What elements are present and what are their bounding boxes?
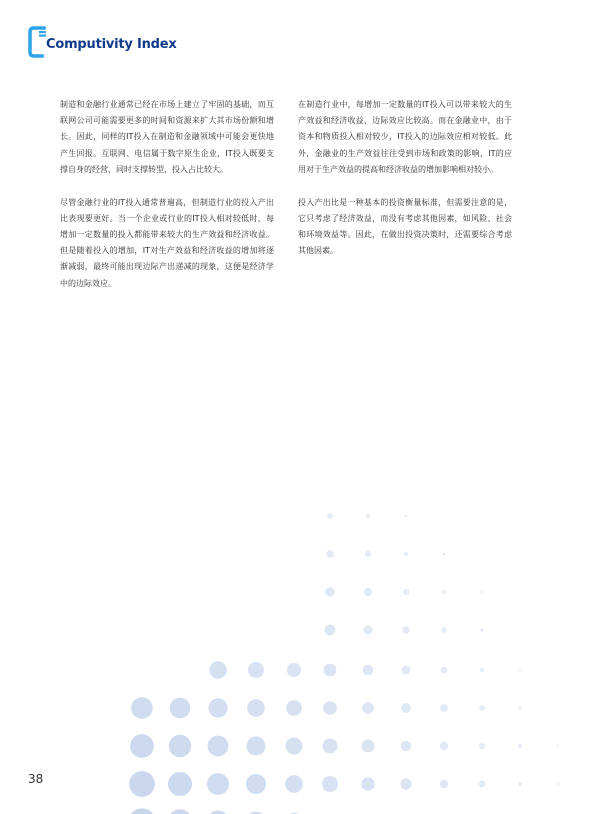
decor-dot — [129, 771, 155, 797]
decor-dot — [167, 809, 192, 814]
decor-dot — [400, 778, 411, 789]
decor-dot — [209, 661, 226, 678]
decor-dot — [440, 780, 449, 789]
decor-dot — [401, 741, 412, 752]
decor-dot — [325, 587, 334, 596]
decor-dot — [287, 663, 301, 677]
decor-dot — [403, 589, 409, 595]
logo-text: Computivity Index — [46, 37, 177, 52]
decor-dot — [131, 697, 153, 719]
left-paragraph-1: 制造和金融行业通常已经在市场上建立了牢固的基础，而互联网公司可能需要更多的时间和资源来扩大其市场份额和增长。因此，同样的IT投入在制造和金融领域中可能会更快地产生回报。互联网、电信属于数字原生企业，IT投入既要支撑自身的经营，同时支撑转型，投入占比较大。 — [60, 100, 274, 174]
right-paragraph-1: 在制造行业中，每增加一定数量的IT投入可以带来较大的生产效益和经济收益，边际效应比较高。而在金融业中，由于资本和物质投入相对较少，IT投入的边际效应相对较低。此外，金融业的生产效益往往受到市场和政策的影响，IT的应用对于生产效益的提高和经济收益的增加影响相对较小。 — [298, 100, 512, 174]
decor-dot — [442, 590, 446, 594]
decor-dot — [402, 666, 411, 675]
decor-dot — [518, 744, 522, 748]
decor-dot — [441, 667, 448, 674]
decor-dot — [443, 553, 446, 556]
decor-dot — [322, 776, 338, 792]
decor-dot — [519, 669, 522, 672]
decor-dot — [557, 783, 560, 786]
decor-dot — [481, 591, 484, 594]
decor-dot — [479, 781, 486, 788]
decor-dot — [365, 551, 371, 557]
decor-dot — [327, 513, 333, 519]
decor-dot — [362, 740, 375, 753]
decor-dot — [168, 772, 192, 796]
decor-dot — [518, 782, 522, 786]
decor-dot — [361, 777, 375, 791]
decor-dot — [326, 550, 334, 558]
right-paragraph-2: 投入产出比是一种基本的投资衡量标准，但需要注意的是，它只考虑了经济效益，而没有考虑其他因素，如风险、社会和环境效益等。因此，在做出投资决策时，还需要综合考虑其他因素。 — [298, 197, 512, 256]
decor-dot — [247, 699, 265, 717]
left-paragraph-2: 尽管金融行业的IT投入通常普遍高，但制造行业的投入产出比表现要更好。当一个企业或行业的IT投入相对较低时，每增加一定数量的投入都能带来较大的生产效益和经济收益。但是随着投入的增加，IT对生产效益和经济收益的增加将逐渐减弱，最终可能出现边际产出递减的现象，这便是经济学中的边际效应。 — [60, 197, 274, 288]
page-number: 38 — [28, 772, 44, 786]
decor-dot — [366, 514, 370, 518]
decor-dot — [208, 698, 227, 717]
decor-dot — [324, 664, 337, 677]
decor-dot — [323, 701, 337, 715]
decor-dot — [404, 552, 408, 556]
decor-dot — [479, 743, 485, 749]
decor-dot — [363, 625, 372, 634]
decor-dot — [440, 704, 448, 712]
decor-dot — [441, 627, 446, 632]
decor-dot — [480, 668, 485, 673]
decor-dot — [207, 811, 230, 814]
decor-dot — [362, 702, 374, 714]
decor-dot — [246, 774, 266, 794]
decor-dot — [402, 626, 409, 633]
decor-dot — [557, 745, 560, 748]
decor-dot — [286, 738, 303, 755]
decor-dot — [323, 739, 338, 754]
decor-dot — [286, 700, 302, 716]
decor-dot — [440, 742, 448, 750]
decor-dot — [128, 808, 155, 814]
decor-dot — [325, 625, 336, 636]
decor-dot — [130, 734, 154, 758]
decor-dot — [285, 775, 303, 793]
decor-dot — [405, 515, 408, 518]
decor-dot — [518, 706, 521, 709]
decor-dot — [170, 698, 191, 719]
decor-dot — [207, 773, 229, 795]
decor-dot — [169, 735, 191, 757]
decor-dot — [401, 703, 411, 713]
decor-dot — [479, 705, 484, 710]
decor-dot — [247, 737, 266, 756]
decor-dot — [480, 628, 483, 631]
decor-dot — [364, 588, 372, 596]
decor-dot — [248, 662, 264, 678]
decor-dot — [208, 736, 229, 757]
decor-dot — [363, 665, 374, 676]
